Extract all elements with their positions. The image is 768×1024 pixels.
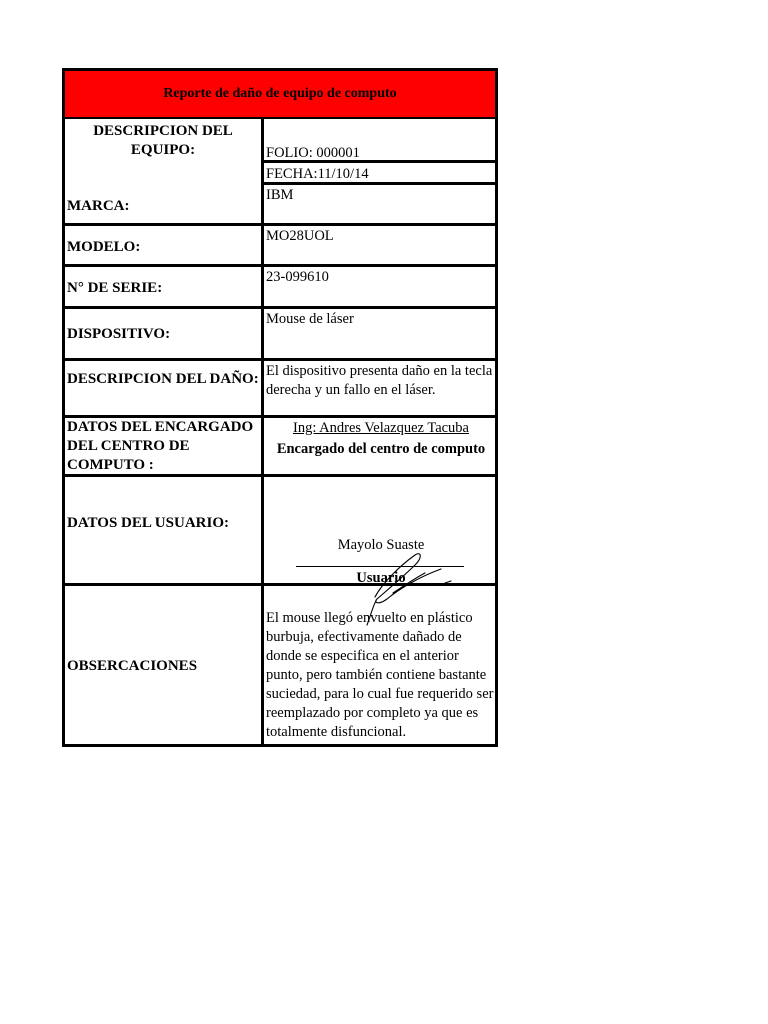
fecha-value: FECHA:11/10/14	[266, 166, 369, 182]
report-title: Reporte de daño de equipo de computo	[65, 71, 495, 119]
usuario-label: DATOS DEL USUARIO:	[67, 515, 229, 531]
observaciones-value: El mouse llegó envuelto en plástico burbuja, efectivamente dañado de donde se especifica en el anterior punto, pero también contiene bastante suciedad, para lo cual fue requerido ser reemplazado por completo ya que es totalmente disfuncional.	[266, 610, 494, 740]
row-divider	[65, 223, 495, 226]
row-divider	[65, 306, 495, 309]
encargado-role: Encargado del centro de computo	[276, 441, 486, 457]
modelo-label: MODELO:	[67, 239, 141, 255]
serie-value: 23-099610	[266, 269, 329, 285]
modelo-value: MO28UOL	[266, 228, 334, 244]
dispositivo-label: DISPOSITIVO:	[67, 326, 171, 342]
marca-value: IBM	[266, 187, 294, 203]
encargado-name: Ing: Andres Velazquez Tacuba	[292, 420, 469, 436]
usuario-name: Mayolo Suaste	[337, 537, 425, 553]
equipment-description-header: DESCRIPCION DEL EQUIPO:	[93, 123, 233, 158]
marca-label: MARCA:	[67, 198, 130, 214]
serie-label: N° DE SERIE:	[67, 280, 163, 296]
dano-value: El dispositivo presenta daño en la tecla derecha y un fallo en el láser.	[266, 363, 493, 398]
column-divider	[261, 119, 264, 744]
row-divider	[65, 264, 495, 267]
row-divider	[65, 358, 495, 361]
damage-report-form	[62, 68, 498, 747]
dispositivo-value: Mouse de láser	[266, 311, 354, 327]
usuario-role: Usuario	[356, 570, 406, 586]
dano-label: DESCRIPCION DEL DAÑO:	[67, 371, 259, 387]
folio-value: FOLIO: 000001	[266, 145, 360, 161]
encargado-label: DATOS DEL ENCARGADO DEL CENTRO DE COMPUTO :	[67, 419, 254, 473]
signature-line	[296, 566, 464, 567]
observaciones-label: OBSERCACIONES	[67, 658, 198, 674]
